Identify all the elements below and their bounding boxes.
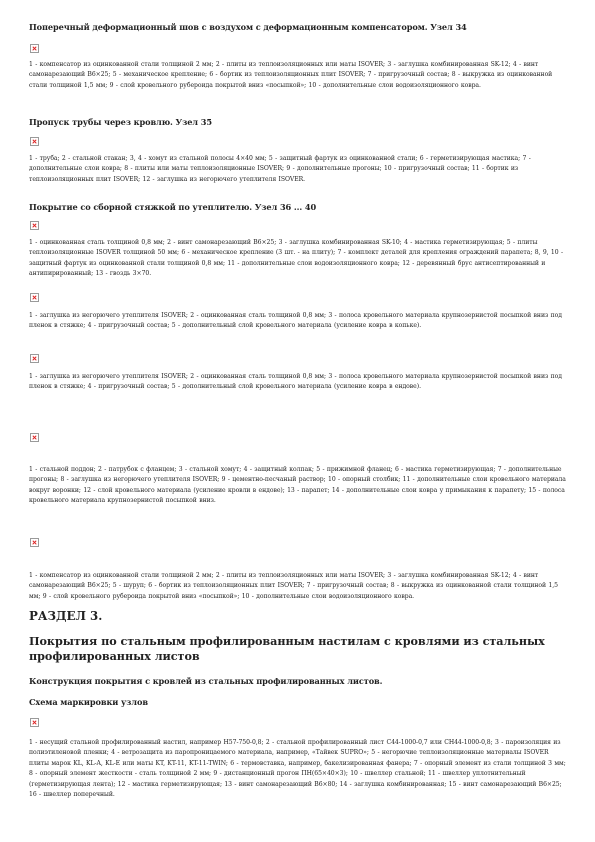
part-label: РАЗДЕЛ 3.: [29, 609, 103, 623]
caption-node-40: 1 - компенсатор из оцинкованной стали толщиной 2 мм; 2 - плиты из теплоизоляционных или маты ISOVER; 3 - заглушка комбинированная SK-12; 4 - винт самонарезающий В6×25; 5 - шуруп; 6 - бортик из теплоизоляционных плит ISOVER; 7 - пригрузочный состав; 8 - выкружка из оцинкованной стали толщиной 1,5 мм; 9 - слой кровельного рубероида покрытой вниз «посыпкой»; 10 - дополнительные слои водоизоляционного ковра.: [29, 572, 558, 600]
caption-node-36: 1 - оцинкованная сталь толщиной 0,8 мм; 2 - винт самонарезающий В6×25; 3 - заглушка комбинированная SK-10; 4 - мастика герметизирующая; 5 - плиты теплоизоляционные ISOVER толщиной 50 мм; 6 - механическое крепление (3 шт. - на плиту); 7 - комплект деталей для крепления ограждений парапета; 8, 9, 10 - защитный фартук из оцинкованной стали толщиной 0,8 мм; 11 - дополнительные слои водоизоляционного ковра; 12 - деревянный брус антисептированный и антипирированный; 13 - гвоздь 3×70.: [29, 239, 563, 278]
broken-image-icon: [30, 44, 39, 53]
caption-node-34: 1 - компенсатор из оцинкованной стали толщиной 2 мм; 2 - плиты из теплоизоляционных или маты ISOVER; 3 - заглушка комбинированная SK-12; 4 - винт самонарезающий В6×25; 5 - механическое крепление; 6 - бортик из теплоизоляционных плит ISOVER; 7 - пригрузочный состав; 8 - выкружка из оцинкованной стали толщиной 1,5 мм; 9 - слой кровельного рубероида покрытой вниз «посыпкой»; 10 - дополнительные слои водоизоляционного ковра.: [29, 61, 553, 89]
broken-image-icon: [30, 137, 39, 146]
broken-image-icon: [30, 433, 39, 442]
scheme-heading: Схема маркировки узлов: [29, 697, 148, 707]
section-heading-node-34: Поперечный деформационный шов с воздухом с деформационным компенсатором. Узел 34: [29, 22, 467, 32]
part-title: Покрытия по стальным профилированным настилам с кровлями из стальных профилированных листов: [29, 634, 545, 663]
caption-node-38: 1 - заглушка из негорючего утеплителя ISOVER; 2 - оцинкованная сталь толщиной 0,8 мм; 3 - полоса кровельного материала крупнозернистой посыпкой вниз под пленок в стяжке; 4 - пригрузочный состав; 5 - дополнительный слой кровельного материала (усиление ковра в ендове).: [29, 373, 562, 391]
broken-image-icon: [30, 293, 39, 302]
broken-image-icon: [30, 354, 39, 363]
caption-node-39: 1 - стальной поддон; 2 - патрубок с фланцем; 3 - стальной хомут; 4 - защитный колпак; 5 - прижимной фланец; 6 - мастика герметизирующая; 7 - дополнительные прогоны; 8 - заглушка из негорючего утеплителя ISOVER; 9 - цементно-песчаный раствор; 10 - опорный столбик; 11 - дополнительные слои кровельного материала вокруг воронки; 12 - слой кровельного материала (усиление кровли в ендове); 13 - парапет; 14 - дополнительные слои ковра у примыкания к парапету; 15 - полоса кровельного материала крупнозернистой посыпкой вниз.: [29, 466, 566, 505]
broken-image-icon: [30, 221, 39, 230]
section-heading-node-35: Пропуск трубы через кровлю. Узел 35: [29, 117, 212, 127]
broken-image-icon: [30, 538, 39, 547]
caption-part-3: 1 - несущий стальной профилированный настил, например Н57-750-0,8; 2 - стальной профилированный лист С44-1000-0,7 или СН44-1000-0,8; 3 - пароизоляция из полиэтиленовой пленки; 4 - ветрозащита из паропроницаемого материала, например, «Тайвек SUPRO»; 5 - негорючие теплоизоляционные материалы ISOVER плиты марок KL, KL-A, KL-E или маты KT, KT-11, KT-11-TWIN; 6 - термовставка, например, бакелизированная фанера; 7 - опорный элемент из стали толщиной 3 мм; 8 - опорный элемент жесткости - сталь толщиной 2 мм; 9 - дистанционный прогон ПН(65×40×3); 10 - швеллер стальной; 11 - швеллер уплотнительный (герметизирующая лента); 12 - мастика герметизирующая; 13 - винт самонарезающий В6×80; 14 - заглушка комбинированная; 15 - винт самонарезающий В6×25; 16 - швеллер поперечный.: [29, 739, 566, 799]
caption-node-37: 1 - заглушка из негорючего утеплителя ISOVER; 2 - оцинкованная сталь толщиной 0,8 мм; 3 - полоса кровельного материала крупнозернистой посыпкой вниз под пленок в стяжке; 4 - пригрузочный состав; 5 - дополнительный слой кровельного материала (усиление ковра в копьке).: [29, 312, 562, 330]
section-heading-node-36-40: Покрытие со сборной стяжкой по утеплителю. Узел 36 ... 40: [29, 202, 317, 212]
broken-image-icon: [30, 718, 39, 727]
construction-heading: Конструкция покрытия с кровлей из стальных профилированных листов.: [29, 676, 383, 686]
caption-node-35: 1 - труба; 2 - стальной стакан; 3, 4 - хомут из стальной полосы 4×40 мм; 5 - защитный фартук из оцинкованной стали; 6 - герметизирующая мастика; 7 - дополнительные слои ковра; 8 - плиты или маты теплоизоляционные ISOVER; 9 - дополнительные прогоны; 10 - пригрузочный состав; 11 - бортик из теплоизоляционных плит ISOVER; 12 - заглушка из негорючего утеплителя ISOVER.: [29, 155, 531, 183]
